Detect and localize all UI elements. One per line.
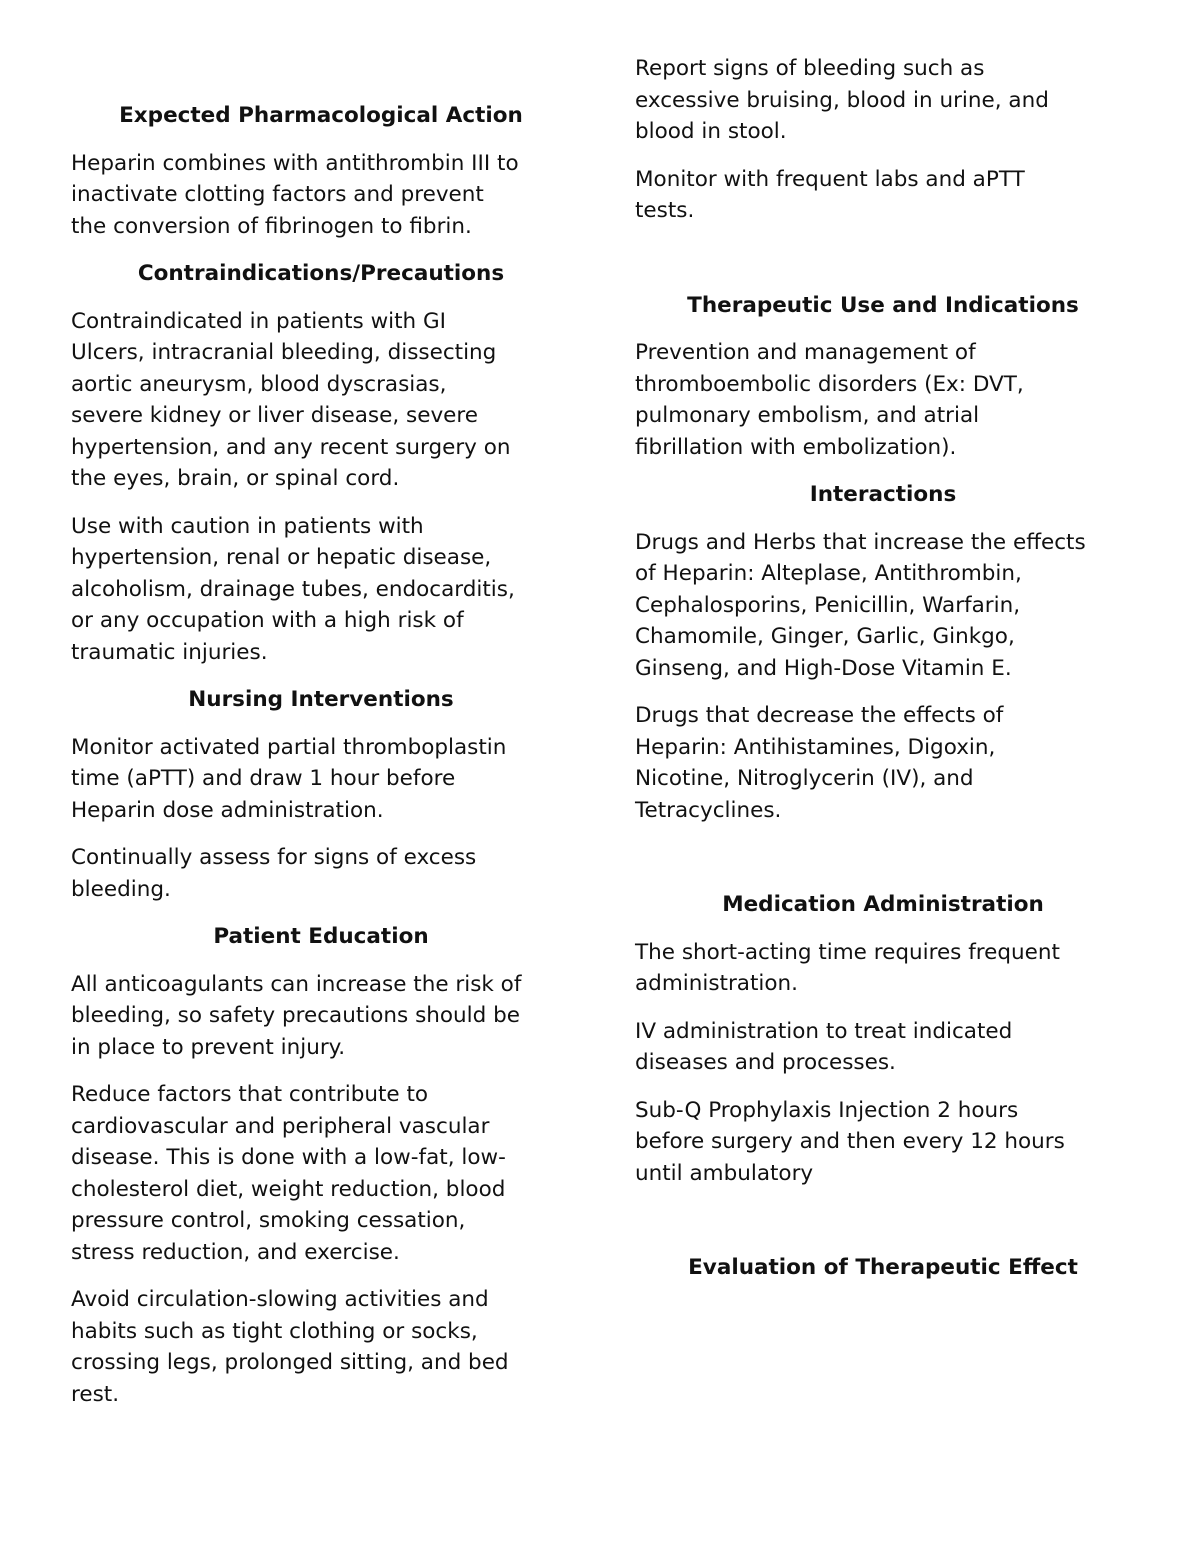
- pharm-action-heading: Expected Pharmacological Action: [119, 103, 523, 128]
- patient-education-body-2: Reduce factors that contribute to cardiovascular and peripheral vascular disease. This is done with a low-fat, low- cholesterol diet, weight reduction, blood pressure control, smoking cessation, stress reduction, and exercise.: [71, 1082, 506, 1265]
- section-spacer: [635, 1205, 1135, 1252]
- interactions-body-2: Drugs that decrease the effects of Heparin: Antihistamines, Digoxin, Nicotine, Nitroglycerin (IV), and Tetracyclines.: [635, 703, 1004, 823]
- medication-administration-body-1: The short-acting time requires frequent administration.: [635, 939, 1060, 996]
- section-spacer: [635, 842, 1135, 889]
- left-column: [71, 100, 571, 1426]
- pharm-action-body: Heparin combines with antithrombin III to inactivate clotting factors and prevent the conversion of fibrinogen to fibrin.: [71, 150, 519, 239]
- patient-education-cont-body-2: Monitor with frequent labs and aPTT tests.: [635, 166, 1025, 223]
- patient-education-heading: Patient Education: [213, 924, 429, 949]
- contraindications-body-1: Contraindicated in patients with GI Ulcers, intracranial bleeding, dissecting aortic aneurysm, blood dyscrasias, severe kidney or liver disease, severe hypertension, and any recent surgery on the eyes, brain, or spinal cord.: [71, 308, 511, 491]
- patient-education-body-3: Avoid circulation-slowing activities and habits such as tight clothing or socks, crossing legs, prolonged sitting, and bed rest.: [71, 1287, 509, 1407]
- evaluation-heading: Evaluation of Therapeutic Effect: [688, 1255, 1078, 1280]
- patient-education-body-1: All anticoagulants can increase the risk of bleeding, so safety precautions should be in place to prevent injury.: [71, 971, 522, 1060]
- nursing-interventions-body-2: Continually assess for signs of excess bleeding.: [71, 845, 477, 902]
- medication-administration-body-3: Sub-Q Prophylaxis Injection 2 hours before surgery and then every 12 hours until ambulatory: [635, 1097, 1065, 1186]
- right-column: [635, 53, 1135, 1300]
- nursing-interventions-heading: Nursing Interventions: [188, 687, 454, 712]
- therapeutic-use-body: Prevention and management of thromboembolic disorders (Ex: DVT, pulmonary embolism, and atrial fibrillation with embolization).: [635, 340, 1024, 460]
- nursing-interventions-body-1: Monitor activated partial thromboplastin time (aPTT) and draw 1 hour before Heparin dose administration.: [71, 734, 507, 823]
- contraindications-body-2: Use with caution in patients with hypertension, renal or hepatic disease, alcoholism, drainage tubes, endocarditis, or any occupation with a high risk of traumatic injuries.: [71, 513, 515, 665]
- patient-education-cont-body-1: Report signs of bleeding such as excessive bruising, blood in urine, and blood in stool.: [635, 56, 1049, 144]
- therapeutic-use-heading: Therapeutic Use and Indications: [687, 292, 1079, 318]
- medication-administration-heading: Medication Administration: [722, 892, 1044, 917]
- contraindications-heading: Contraindications/Precautions: [137, 261, 505, 286]
- section-spacer: [635, 243, 1135, 290]
- interactions-body-1: Drugs and Herbs that increase the effects of Heparin: Alteplase, Antithrombin, Cephalosporins, Penicillin, Warfarin, Chamomile, Ginger, Garlic, Ginkgo, Ginseng, and High-Dose Vitamin E.: [635, 529, 1086, 681]
- medication-administration-body-2: IV administration to treat indicated diseases and processes.: [635, 1018, 1013, 1075]
- interactions-heading: Interactions: [809, 482, 957, 507]
